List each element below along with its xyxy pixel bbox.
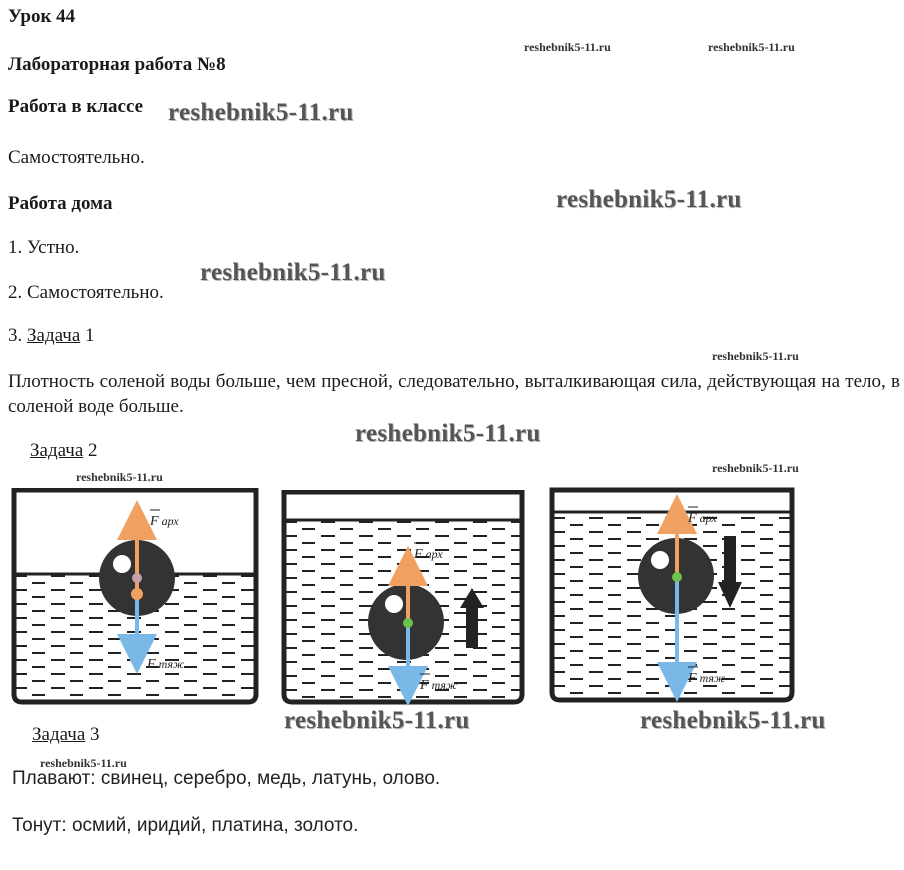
task1-label: Задача bbox=[27, 325, 81, 346]
archimedes-label: F арх bbox=[414, 547, 443, 562]
ball-center bbox=[403, 618, 413, 628]
task2-heading bbox=[30, 440, 98, 462]
watermark: reshebnik5-11.ru bbox=[524, 40, 611, 54]
watermark: reshebnik5-11.ru bbox=[708, 40, 795, 54]
ball-highlight bbox=[651, 551, 669, 569]
watermark: reshebnik5-11.ru bbox=[40, 756, 127, 770]
task1-number: 1 bbox=[80, 325, 95, 346]
task3-number: 3 bbox=[85, 724, 100, 745]
watermark: reshebnik5-11.ru bbox=[556, 186, 742, 213]
lab-title: Лабораторная работа №8 bbox=[8, 54, 226, 75]
force-point bbox=[131, 588, 143, 600]
watermark: reshebnik5-11.ru bbox=[640, 707, 826, 734]
watermark: reshebnik5-11.ru bbox=[712, 461, 799, 475]
ball-center bbox=[132, 573, 142, 583]
watermark: reshebnik5-11.ru bbox=[168, 99, 354, 126]
sinking-metals: Тонут: осмий, иридий, платина, золото. bbox=[12, 815, 359, 836]
task3-label: Задача bbox=[32, 724, 86, 745]
item3-prefix: 3. bbox=[8, 325, 27, 346]
archimedes-label: F арх bbox=[150, 514, 179, 529]
ball-highlight bbox=[385, 595, 403, 613]
class-work-text: Самостоятельно. bbox=[8, 147, 145, 168]
watermark: reshebnik5-11.ru bbox=[712, 349, 799, 363]
figure-floating-ball bbox=[10, 488, 260, 708]
figure-sinking-ball bbox=[548, 486, 796, 706]
task1-answer: Плотность соленой воды больше, чем пресной, следовательно, выталкивающая сила, действующая на тело, в соленой воде больше. bbox=[8, 371, 900, 417]
archimedes-label: F арх bbox=[688, 511, 717, 526]
home-work-heading: Работа дома bbox=[8, 193, 113, 214]
gravity-label: F тяж bbox=[688, 671, 726, 686]
watermark: reshebnik5-11.ru bbox=[284, 707, 470, 734]
figure-rising-ball bbox=[280, 490, 526, 708]
gravity-label: F тяж bbox=[147, 657, 185, 672]
watermark: reshebnik5-11.ru bbox=[200, 259, 386, 286]
homework-item-3 bbox=[8, 325, 95, 347]
lesson-title: Урок 44 bbox=[8, 6, 76, 27]
ball-highlight bbox=[113, 555, 131, 573]
watermark: reshebnik5-11.ru bbox=[76, 470, 163, 484]
homework-item-1: 1. Устно. bbox=[8, 237, 80, 258]
floating-metals: Плавают: свинец, серебро, медь, латунь, олово. bbox=[12, 768, 441, 789]
task3-heading bbox=[32, 724, 100, 746]
homework-item-2: 2. Самостоятельно. bbox=[8, 282, 164, 303]
watermark: reshebnik5-11.ru bbox=[355, 420, 541, 447]
task2-number: 2 bbox=[83, 440, 98, 461]
ball-center bbox=[672, 572, 682, 582]
task2-label: Задача bbox=[30, 440, 84, 461]
class-work-heading: Работа в классе bbox=[8, 96, 144, 117]
gravity-label: F тяж bbox=[420, 678, 458, 693]
